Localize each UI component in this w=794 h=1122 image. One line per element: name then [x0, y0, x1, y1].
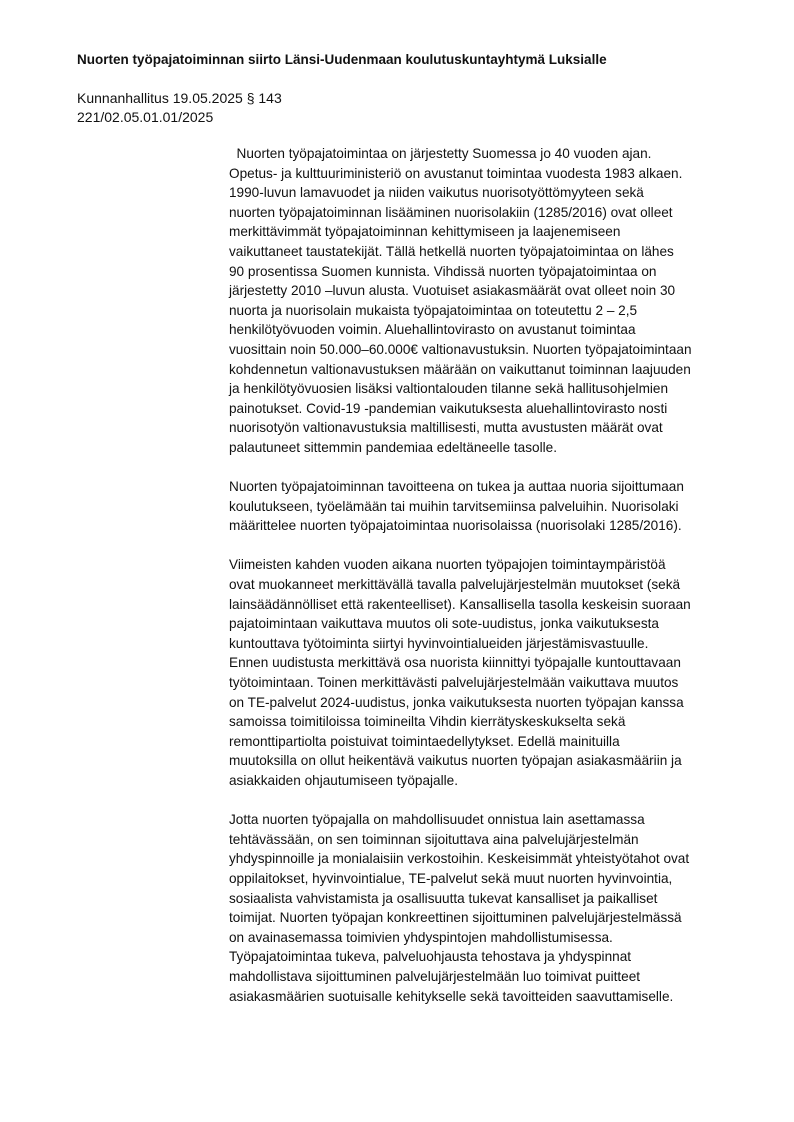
paragraph-line: 1990-luvun lamavuodet ja niiden vaikutus nuorisotyöttömyyteen sekä — [229, 185, 644, 201]
meeting-reference — [77, 89, 282, 127]
paragraph-line: samoissa toimitiloissa toimineilta Vihdin kierrätyskeskukselta sekä — [229, 714, 626, 730]
paragraph-line: painotukset. Covid-19 -pandemian vaikutuksesta aluehallintovirasto nosti — [229, 400, 668, 416]
paragraph-line: 90 prosentissa Suomen kunnista. Vihdissä nuorten työpajatoimintaa on — [229, 263, 657, 279]
body-paragraph — [229, 477, 749, 536]
body-paragraph — [229, 810, 749, 1006]
body-paragraph — [229, 555, 749, 790]
paragraph-line: Nuorten työpajatoimintaa on järjestetty Suomessa jo 40 vuoden ajan. — [229, 146, 652, 161]
paragraph-line: henkilötyövuoden voimin. Aluehallintovirasto on avustanut toimintaa — [229, 322, 636, 338]
paragraph-line: oppilaitokset, hyvinvointialue, TE-palvelut sekä muut nuorten hyvinvointia, — [229, 870, 673, 886]
paragraph-line: muutoksilla on ollut heikentävä vaikutus nuorten työpajan asiakasmääriin ja — [229, 753, 682, 769]
paragraph-line: palautuneet sittemmin pandemiaa edeltäneelle tasolle. — [229, 439, 557, 455]
paragraph-line: yhdyspinnoille ja monialaisiin verkostoihin. Keskeisimmät yhteistyötahot ovat — [229, 851, 690, 867]
paragraph-line: sosiaalista vahvistamista ja osallisuutta tukevat kansalliset ja paikalliset — [229, 890, 658, 906]
paragraph-line: koulutukseen, työelämään tai muihin tarvitsemiinsa palveluihin. Nuorisolaki — [229, 498, 679, 514]
paragraph-line: kohdennetun valtionavustuksen määrään on vaikuttanut toiminnan laajuuden — [229, 361, 691, 377]
paragraph-line: määrittelee nuorten työpajatoimintaa nuorisolaissa (nuorisolaki 1285/2016). — [229, 518, 682, 534]
paragraph-line: nuorten työpajatoiminnan lisääminen nuorisolakiin (1285/2016) ovat olleet — [229, 204, 673, 220]
paragraph-line: nuorta ja nuorisolain mukaista työpajatoimintaa on toteutettu 2 – 2,5 — [229, 302, 638, 318]
paragraph-line: ovat muokanneet merkittävällä tavalla palvelujärjestelmän muutokset (sekä — [229, 577, 681, 593]
paragraph-line: lainsäädännölliset että rakenteelliset). Kansallisella tasolla keskeisin suoraan — [229, 596, 691, 612]
paragraph-line: pajatoimintaan vaikuttava muutos oli sote-uudistus, jonka vaikutuksesta — [229, 616, 659, 632]
document-body — [229, 144, 749, 1026]
paragraph-line: Viimeisten kahden vuoden aikana nuorten työpajojen toimintaympäristöä — [229, 557, 666, 573]
paragraph-line: Ennen uudistusta merkittävä osa nuorista kiinnittyi työpajalle kuntouttavaan — [229, 655, 681, 671]
paragraph-line: ja henkilötyövuosien lisäksi valtiontalouden tilanne sekä hallitusohjelmien — [229, 381, 669, 397]
paragraph-line: kuntouttava työtoiminta siirtyi hyvinvointialueiden järjestämisvastuulle. — [229, 635, 649, 651]
paragraph-line: on avainasemassa toimivien yhdyspintojen mahdollistumisessa. — [229, 929, 613, 945]
paragraph-line: mahdollistava sijoittuminen palvelujärjestelmään luo toimivat puitteet — [229, 968, 641, 984]
paragraph-line: merkittävimmät työpajatoiminnan kehittymiseen ja laajenemiseen — [229, 224, 621, 240]
body-paragraph — [229, 144, 749, 458]
paragraph-line: asiakkaiden ohjautumiseen työpajalle. — [229, 773, 458, 788]
paragraph-line: vuosittain noin 50.000–60.000€ valtionavustuksin. Nuorten työpajatoimintaan — [229, 341, 692, 357]
paragraph-line: toimijat. Nuorten työpajan konkreettinen sijoittuminen palvelujärjestelmässä — [229, 910, 682, 926]
paragraph-line: remonttipartiolta poistuivat toimintaedellytykset. Edellä mainituilla — [229, 733, 620, 749]
paragraph-line: nuorisotyön valtionavustuksia maltillisesti, mutta avustusten määrät ovat — [229, 420, 663, 436]
paragraph-line: tehtävässään, on sen toiminnan sijoituttava aina palvelujärjestelmän — [229, 831, 639, 847]
paragraph-line: Nuorten työpajatoiminnan tavoitteena on tukea ja auttaa nuoria sijoittumaan — [229, 479, 684, 495]
paragraph-line: vaikuttaneet taustatekijät. Tällä hetkellä nuorten työpajatoimintaa on lähes — [229, 243, 674, 259]
paragraph-line: Jotta nuorten työpajalla on mahdollisuudet onnistua lain asettamassa — [229, 812, 645, 828]
paragraph-line: Opetus- ja kulttuuriministeriö on avustanut toimintaa vuodesta 1983 alkaen. — [229, 165, 683, 181]
document-title: Nuorten työpajatoiminnan siirto Länsi-Uudenmaan koulutuskuntayhtymä Luksialle — [77, 52, 607, 67]
paragraph-line: on TE-palvelut 2024-uudistus, jonka vaikutuksesta nuorten työpajan kanssa — [229, 694, 684, 710]
paragraph-line: asiakasmäärien suotuisalle kehitykselle sekä tavoitteiden saavuttamiselle. — [229, 988, 674, 1004]
paragraph-line: Työpajatoimintaa tukeva, palveluohjausta tehostava ja yhdyspinnat — [229, 949, 632, 965]
paragraph-line: työtoimintaan. Toinen merkittävästi palvelujärjestelmään vaikuttava muutos — [229, 675, 679, 691]
meeting-line: Kunnanhallitus 19.05.2025 § 143 — [77, 90, 282, 106]
paragraph-line: järjestetty 2010 –luvun alusta. Vuotuiset asiakasmäärät ovat olleet noin 30 — [229, 283, 676, 299]
record-number: 221/02.05.01.01/2025 — [77, 109, 214, 125]
